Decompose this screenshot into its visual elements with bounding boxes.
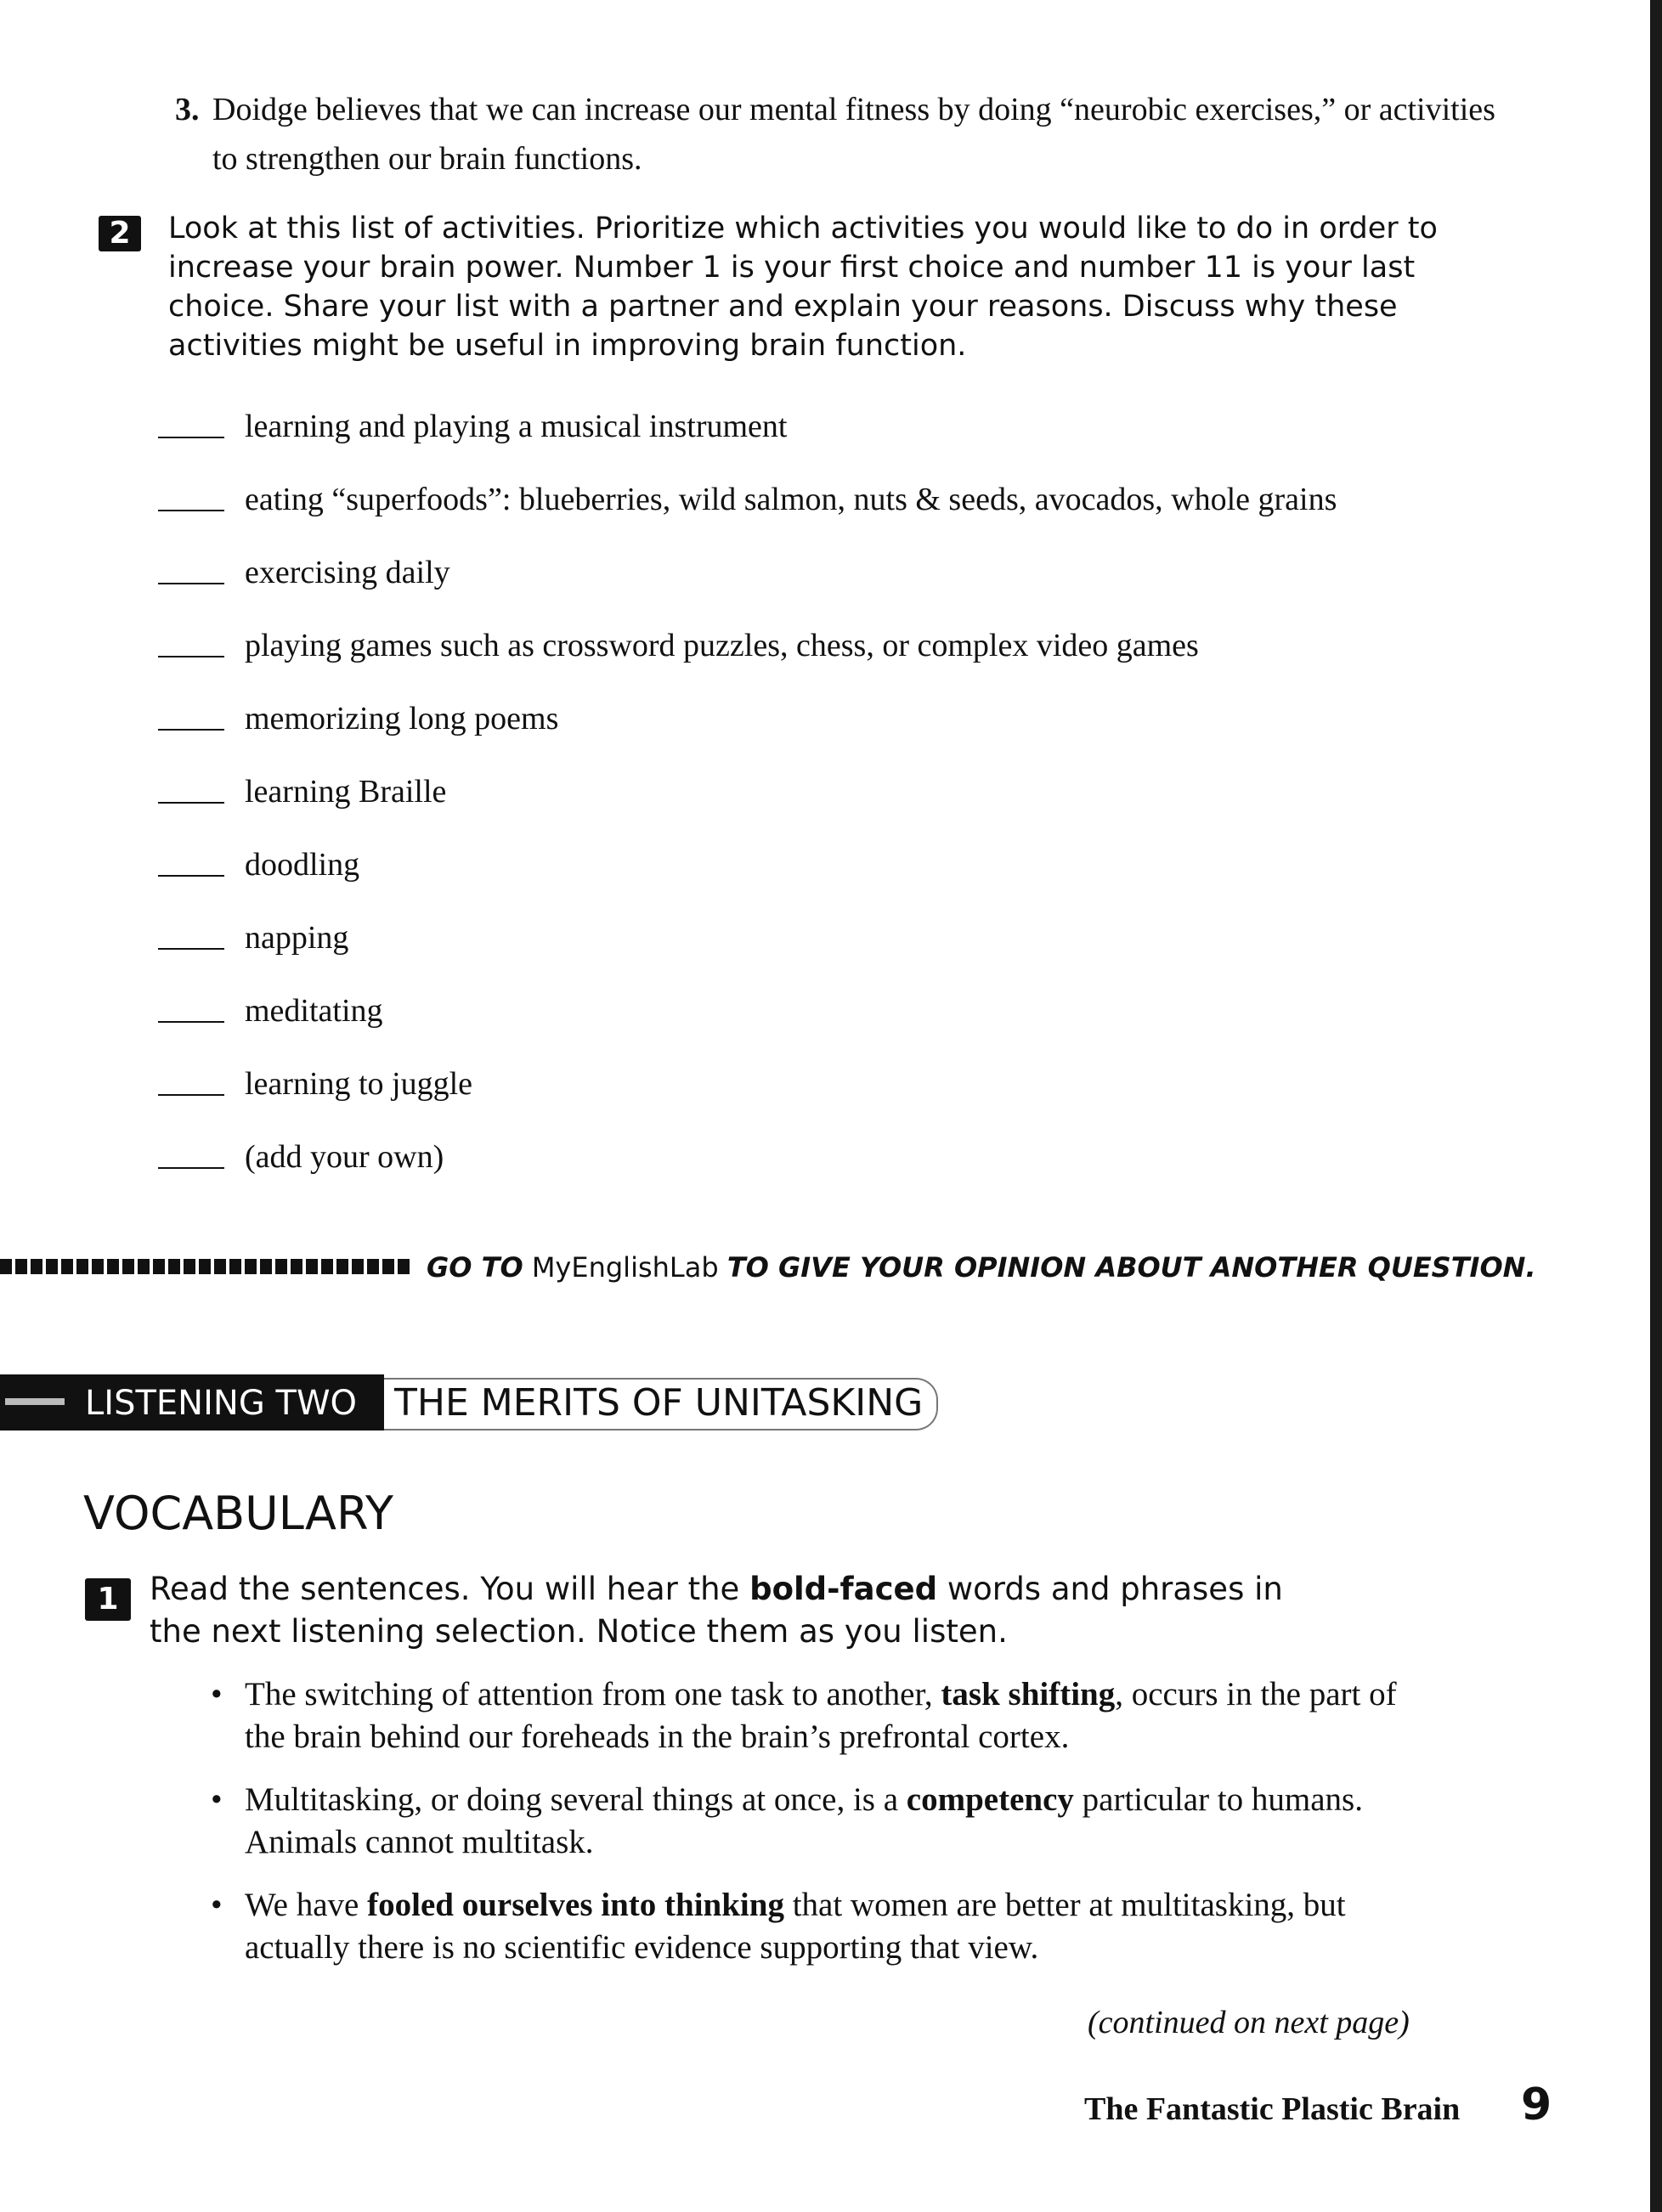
ranking-blank[interactable]: [158, 875, 224, 877]
section-header: [0, 1374, 935, 1430]
activity-item: [158, 481, 1484, 554]
sentence-text: that women are better at multitasking, but actually there is no scientific evidence supporting that view.: [245, 1887, 1346, 1966]
instruction-text: Read the sentences. You will hear the: [150, 1571, 750, 1607]
vocabulary-heading: VOCABULARY: [83, 1487, 394, 1540]
activity-item: [158, 846, 1484, 919]
list-item: [211, 1884, 1443, 1969]
sentence-text: The switching of attention from one task to another,: [245, 1676, 941, 1713]
dotted-bar: [0, 1259, 411, 1274]
list-item: [211, 1673, 1443, 1758]
arrow-icon: [5, 1398, 65, 1405]
ranking-blank[interactable]: [158, 948, 224, 950]
vocabulary-term: competency: [906, 1781, 1074, 1818]
activity-label: learning to juggle: [245, 1066, 473, 1102]
activity-label: meditating: [245, 993, 383, 1029]
ranking-blank[interactable]: [158, 656, 224, 657]
ranking-blank[interactable]: [158, 510, 224, 511]
vocabulary-sentences: [211, 1673, 1443, 1989]
section-label: LISTENING TWO: [85, 1384, 357, 1423]
activity-label: doodling: [245, 847, 360, 883]
activity-label: memorizing long poems: [245, 701, 559, 736]
goto-suffix: TO GIVE YOUR OPINION ABOUT ANOTHER QUESTION.: [726, 1251, 1536, 1284]
bullet-icon: •: [211, 1676, 223, 1713]
activity-item: [158, 992, 1484, 1065]
ranking-blank[interactable]: [158, 583, 224, 584]
sentence-text: We have: [245, 1887, 368, 1923]
chapter-title: The Fantastic Plastic Brain: [1084, 2091, 1461, 2127]
myenglishlab-prompt: [0, 1249, 1662, 1286]
activity-item: [158, 554, 1484, 627]
activity-item: [158, 408, 1484, 481]
activity-item: [158, 1065, 1484, 1138]
bullet-icon: •: [211, 1781, 223, 1818]
ranking-blank[interactable]: [158, 1094, 224, 1096]
activity-label: exercising daily: [245, 555, 450, 590]
instruction-text: words and phrases in the next listening selection. Notice them as you listen.: [150, 1571, 1283, 1650]
activity-list: [158, 408, 1484, 1211]
item-text: Doidge believes that we can increase our mental fitness by doing “neurobic exercises,” or activities to strengthen our brain functions.: [212, 92, 1495, 177]
ranking-blank[interactable]: [158, 802, 224, 804]
page-number: 9: [1521, 2079, 1552, 2130]
goto-prefix: GO TO: [427, 1251, 523, 1284]
exercise-1-instructions: [150, 1568, 1339, 1653]
ranking-blank[interactable]: [158, 729, 224, 731]
activity-item: [158, 627, 1484, 700]
activity-label: (add your own): [245, 1139, 444, 1175]
previous-exercise-item: [175, 85, 1501, 183]
instruction-bold: bold-faced: [749, 1571, 938, 1607]
continued-note: (continued on next page): [1088, 2005, 1410, 2040]
sentence-text: Multitasking, or doing several things at once, is a: [245, 1781, 907, 1818]
exercise-2-instructions: Look at this list of activities. Prioritize which activities you would like to do in order to increase your brain power. Number 1 is your first choice and number 11 is your last choice. Share your list with a partner and explain your reasons. Discuss why these activities might be useful in improving brain function.: [168, 212, 1438, 363]
ranking-blank[interactable]: [158, 1167, 224, 1169]
activity-item: [158, 1138, 1484, 1211]
activity-label: learning Braille: [245, 774, 447, 810]
item-number: 3.: [175, 92, 200, 127]
page-edge: [1650, 0, 1662, 2212]
ranking-blank[interactable]: [158, 437, 224, 438]
activity-item: [158, 919, 1484, 992]
myenglishlab-brand: MyEnglishLab: [531, 1251, 719, 1284]
vocabulary-term: fooled ourselves into thinking: [367, 1887, 784, 1923]
section-label-box: [0, 1374, 384, 1430]
activity-item: [158, 773, 1484, 846]
activity-label: playing games such as crossword puzzles, chess, or complex video games: [245, 628, 1199, 663]
activity-label: eating “superfoods”: blueberries, wild salmon, nuts & seeds, avocados, whole grains: [245, 482, 1337, 517]
sentence-text: , occurs in the part of the brain behind our foreheads in the brain’s prefrontal cortex.: [245, 1676, 1397, 1755]
activity-label: napping: [245, 920, 349, 956]
ranking-blank[interactable]: [158, 1021, 224, 1023]
exercise-2-badge: 2: [99, 216, 141, 251]
bullet-icon: •: [211, 1887, 223, 1923]
vocabulary-term: task shifting: [941, 1676, 1116, 1713]
activity-item: [158, 700, 1484, 773]
sentence-text: particular to humans. Animals cannot multitask.: [245, 1781, 1363, 1860]
myenglishlab-link[interactable]: [427, 1249, 1536, 1286]
section-title: THE MERITS OF UNITASKING: [384, 1378, 938, 1430]
list-item: [211, 1779, 1443, 1864]
activity-label: learning and playing a musical instrument: [245, 409, 788, 444]
exercise-1-badge: 1: [85, 1578, 131, 1621]
